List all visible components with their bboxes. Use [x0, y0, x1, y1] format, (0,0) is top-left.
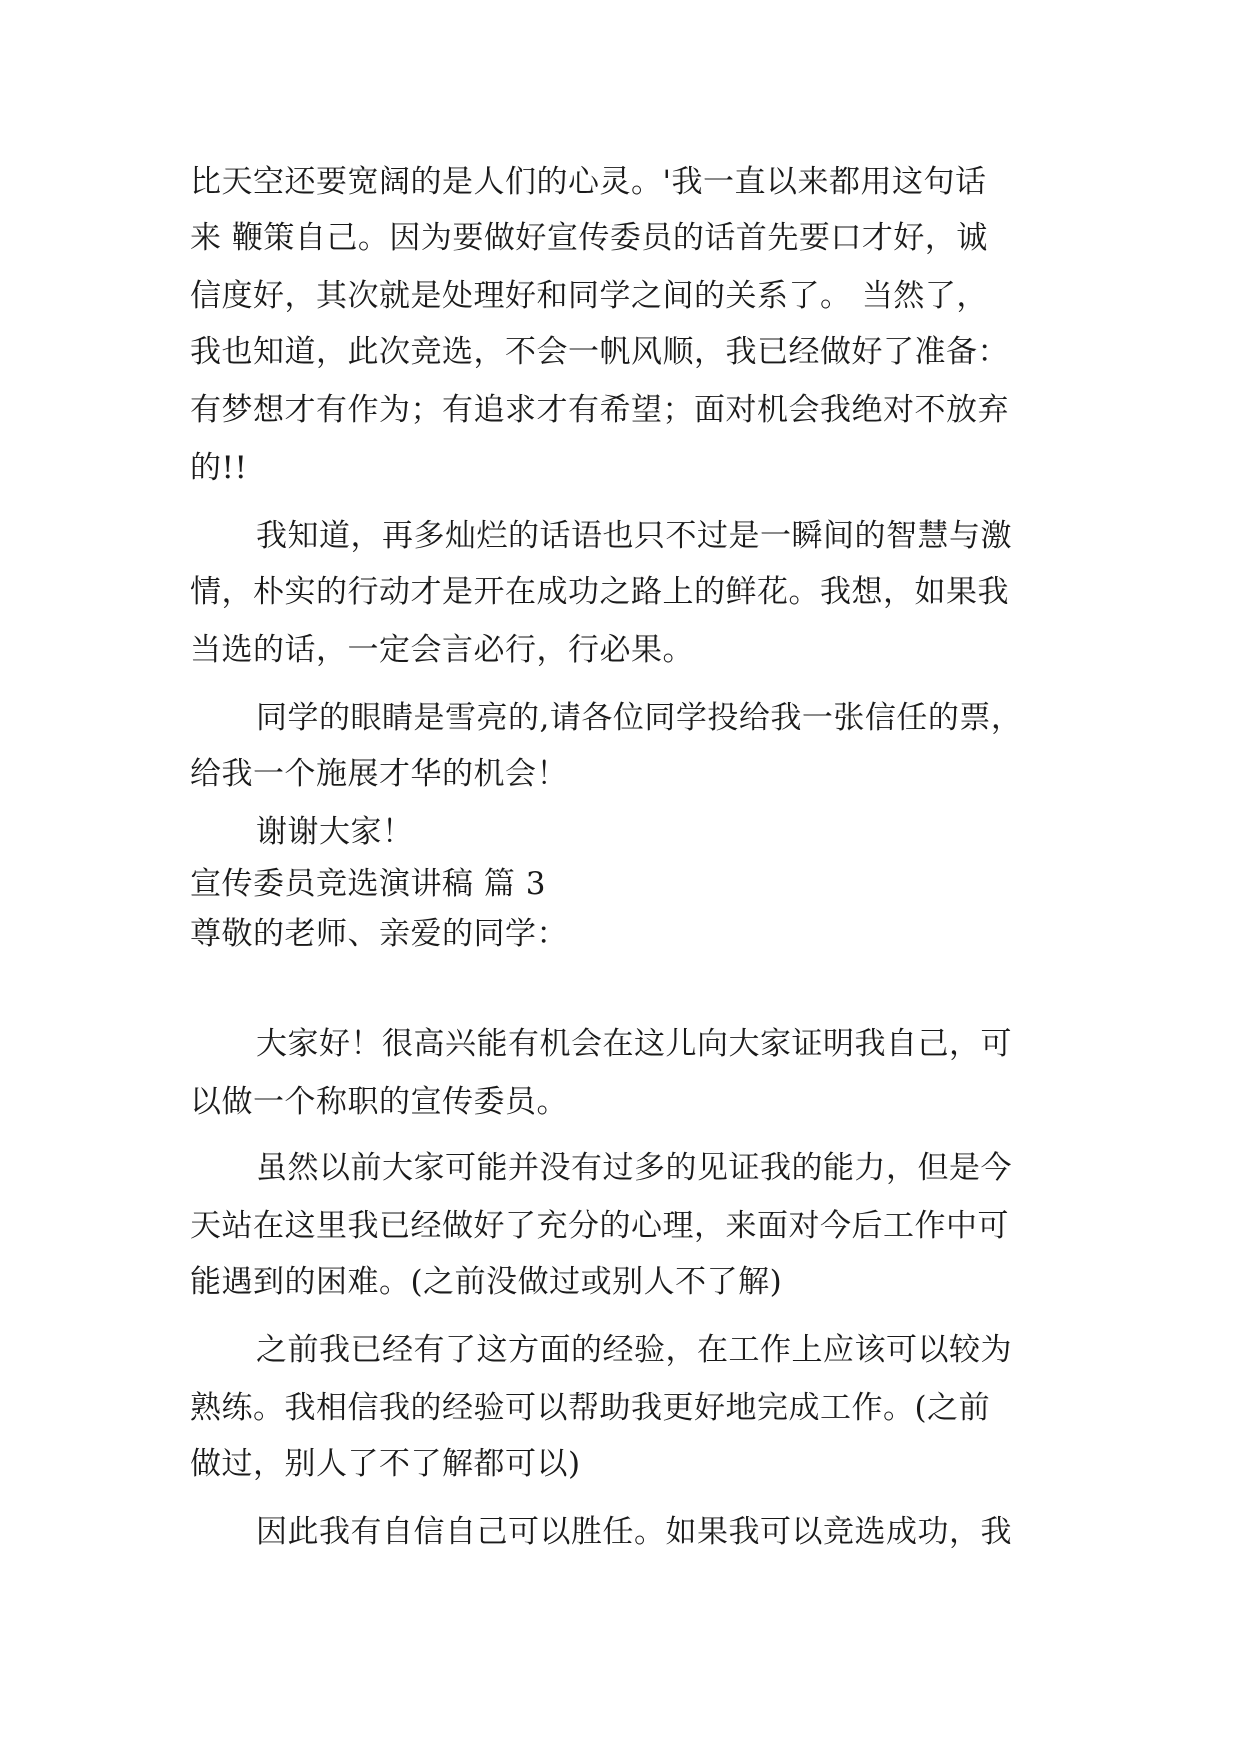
- text-line: 能遇到的困难。(之前没做过或别人不了解): [190, 1264, 783, 1300]
- text-line: 熟练。我相信我的经验可以帮助我更好地完成工作。(之前: [190, 1390, 991, 1426]
- section-heading: 宣传委员竞选演讲稿 篇 3: [190, 866, 546, 902]
- text-line: 以做一个称职的宣传委员。: [190, 1084, 568, 1120]
- text-line: 虽然以前大家可能并没有过多的见证我的能力，但是今: [256, 1150, 1012, 1186]
- text-line: 大家好！很高兴能有机会在这儿向大家证明我自己，可: [256, 1026, 1012, 1062]
- text-line: 信度好，其次就是处理好和同学之间的关系了。 当然了，: [190, 278, 988, 314]
- text-line: 之前我已经有了这方面的经验，在工作上应该可以较为: [256, 1332, 1012, 1368]
- text-line: 天站在这里我已经做好了充分的心理，来面对今后工作中可: [190, 1208, 1009, 1244]
- text-line: 的!!: [190, 450, 248, 486]
- text-line: 做过，别人了不了解都可以): [190, 1446, 581, 1482]
- text-line: 比天空还要宽阔的是人们的心灵。'我一直以来都用这句话: [190, 164, 987, 200]
- text-line: 当选的话，一定会言必行，行必果。: [190, 632, 694, 668]
- text-line: 给我一个施展才华的机会！: [190, 756, 568, 792]
- text-line: 情，朴实的行动才是开在成功之路上的鲜花。我想，如果我: [190, 574, 1009, 610]
- text-line: 谢谢大家！: [256, 814, 414, 850]
- salutation: 尊敬的老师、亲爱的同学：: [190, 916, 568, 952]
- text-line: 因此我有自信自己可以胜任。如果我可以竞选成功，我: [256, 1514, 1012, 1550]
- text-line: 我也知道，此次竞选，不会一帆风顺，我已经做好了准备：: [190, 334, 1009, 370]
- text-line: 有梦想才有作为；有追求才有希望；面对机会我绝对不放弃: [190, 392, 1009, 428]
- text-line: 同学的眼睛是雪亮的,请各位同学投给我一张信任的票，: [256, 700, 1023, 736]
- text-line: 来 鞭策自己。因为要做好宣传委员的话首先要口才好，诚: [190, 220, 988, 256]
- text-line: 我知道，再多灿烂的话语也只不过是一瞬间的智慧与激: [256, 518, 1012, 554]
